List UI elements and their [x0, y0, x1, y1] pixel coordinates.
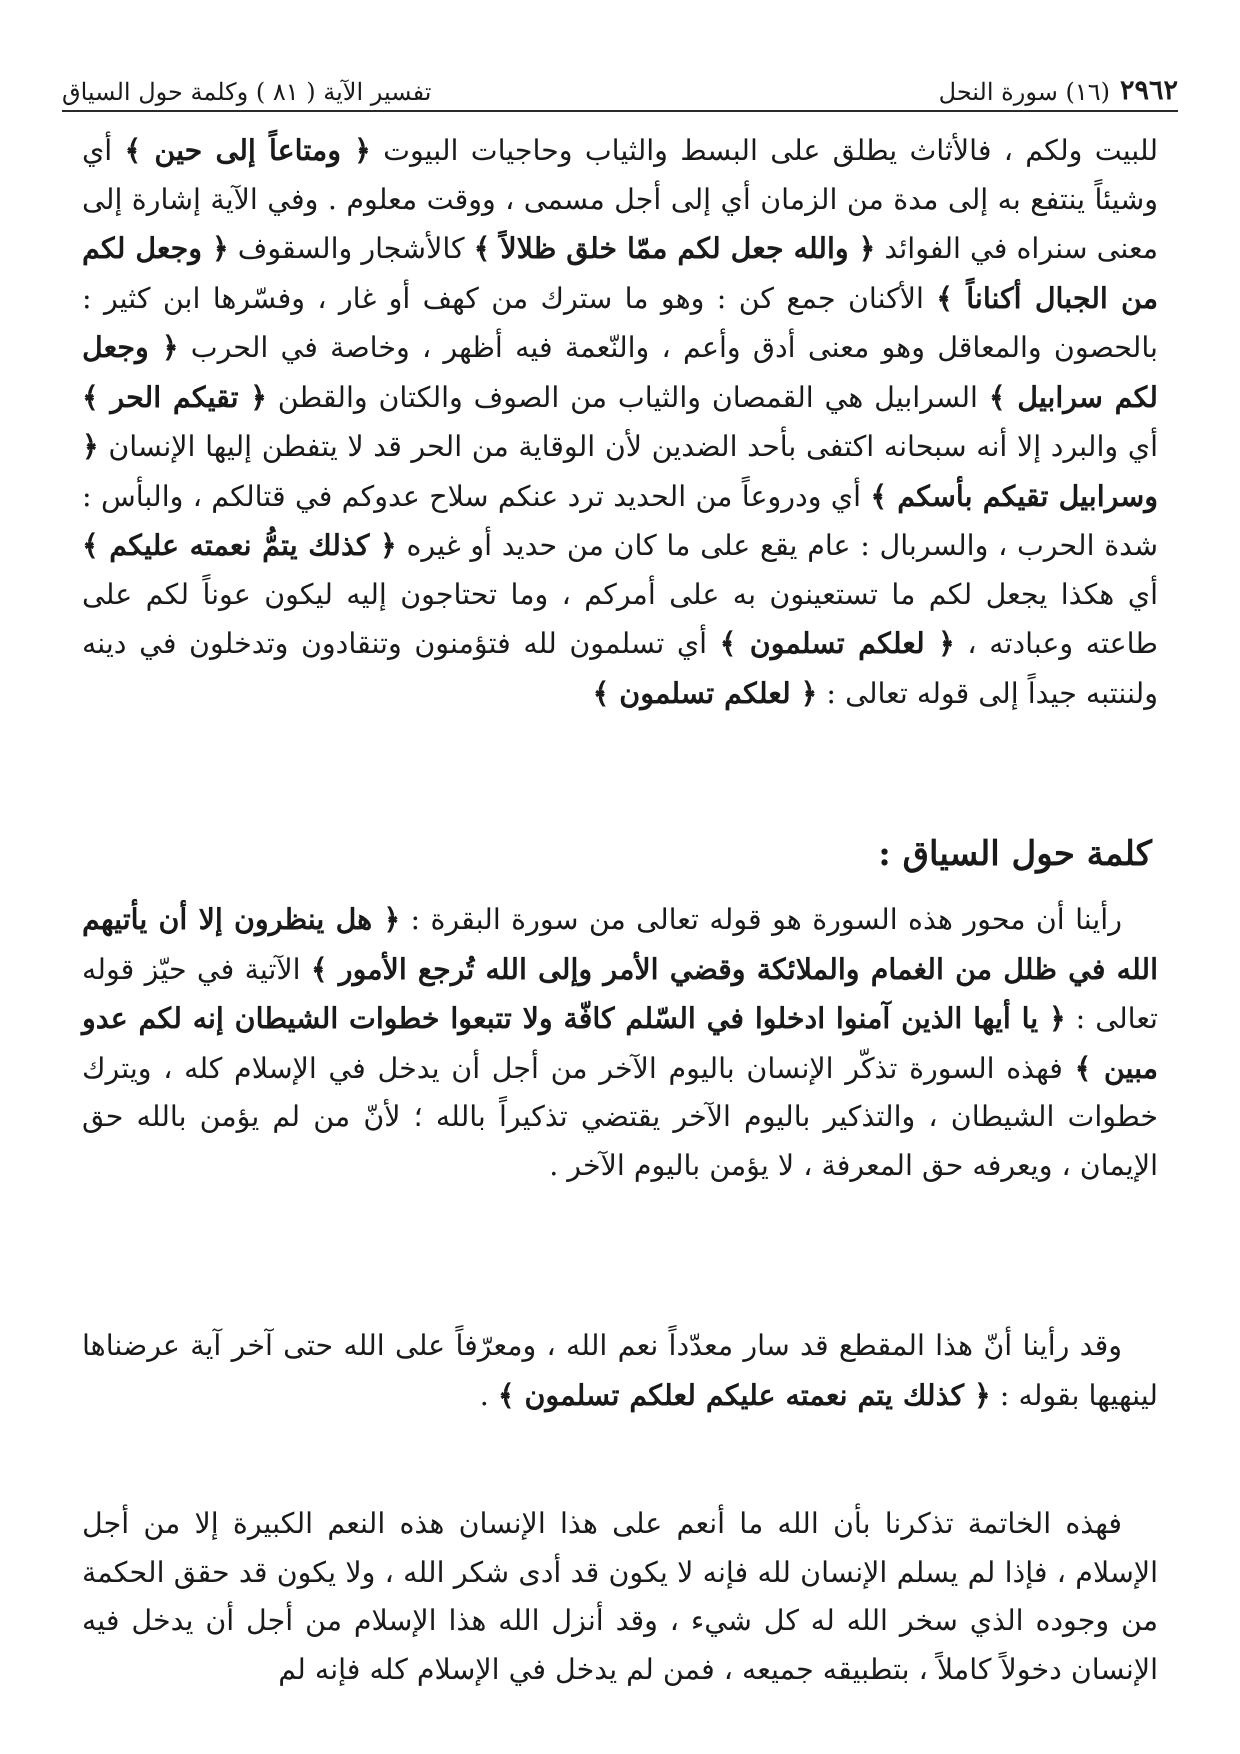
quran-verse: ﴿ تقيكم الحر ﴾	[82, 379, 267, 414]
running-header	[62, 66, 1178, 112]
commentary-text: السرابيل هي القمصان والثياب من الصوف والكتان والقطن	[266, 380, 989, 414]
paragraph-text	[82, 895, 1158, 1190]
commentary-text: أي تسلمون لله فتؤمنون وتنقادون وتدخلون في دينه ولننتبه جيداً إلى قوله تعالى :	[82, 627, 1158, 710]
commentary-text: .	[479, 1378, 498, 1412]
paragraph-text	[82, 1322, 1158, 1420]
header-right-group	[939, 75, 1178, 106]
quran-verse: ﴿ والله جعل لكم ممّا خلق ظلالاً ﴾	[473, 231, 876, 265]
quran-verse: ﴿ وسرابيل تقيكم بأسكم ﴾	[82, 429, 1158, 513]
commentary-text: أي ودروعاً من الحديد ترد عنكم سلاح عدوكم في قتالكم ، والبأس : شدة الحرب ، والسربال : عام يقع على ما كان من حديد أو غيره	[82, 479, 1158, 562]
quran-verse: ﴿ وجعل لكم من الجبال أكناناً ﴾	[82, 231, 1158, 315]
commentary-text: الآتية في حيّز قوله تعالى :	[82, 952, 1158, 1035]
paragraph-1	[82, 126, 1158, 718]
page-number: ٢٩٦٢	[1119, 75, 1178, 106]
quran-verse: ﴿ لعلكم تسلمون ﴾	[719, 626, 955, 660]
quran-verse: ﴿ كذلك يتمُّ نعمته عليكم ﴾	[82, 528, 397, 562]
surah-label: (١٦) سورة النحل	[938, 78, 1110, 106]
commentary-text: وقد رأينا أنّ هذا المقطع قد سار معدّداً نعم الله ، ومعرّفاً على الله حتى آخر آية عرضناها لينهيها بقوله :	[82, 1329, 1158, 1412]
commentary-text: أي والبرد إلا أنه سبحانه اكتفى بأحد الضدين لأن الوقاية من الحر قد لا يتفطن إليها الإنسان	[98, 430, 1158, 463]
paragraph-3	[82, 1322, 1158, 1420]
quran-verse: ﴿ وجعل لكم سرابيل ﴾	[82, 330, 1158, 414]
commentary-text: فهذه السورة تذكّر الإنسان باليوم الآخر من أجل أن يدخل في الإسلام كله ، ويترك خطوات الشيطان ، والتذكير باليوم الآخر يقتضي تذكيراً بالله ؛ لأنّ من لم يؤمن بالله حق الإيمان ، ويعرفه حق المعرفة ، لا يؤمن باليوم الآخر .	[82, 1051, 1158, 1182]
commentary-text: للبيت ولكم ، فالأثاث يطلق على البسط والثياب وحاجيات البيوت	[370, 134, 1159, 167]
commentary-text: أي وشيئاً ينتفع به إلى مدة من الزمان أي إلى أجل مسمى ، ووقت معلوم . وفي الآية إشارة إلى معنى سنراه في الفوائد	[82, 134, 1159, 265]
paragraph-4	[82, 1500, 1158, 1694]
header-title: تفسير الآية ( ٨١ ) وكلمة حول السياق	[62, 78, 432, 106]
quran-verse: ﴿ هل ينظرون إلا أن يأتيهم الله في ظلل من الغمام والملائكة وقضي الأمر وإلى الله تُرجع الأمور ﴾	[82, 902, 1158, 986]
commentary-text: فهذه الخاتمة تذكرنا بأن الله ما أنعم على هذا الإنسان هذه النعم الكبيرة إلا من أجل الإسلام ، فإذا لم يسلم الإنسان لله فإنه لا يكون قد أدى شكر الله ، ولا يكون قد حقق الحكمة من وجوده الذي سخر الله له كل شيء ، وقد أنزل الله هذا الإسلام من أجل أن يدخل فيه الإنسان دخولاً كاملاً ، بتطبيقه جميعه ، فمن لم يدخل في الإسلام كله فإنه لم	[82, 1507, 1158, 1686]
quran-verse: ﴿ ومتاعاً إلى حين ﴾	[124, 133, 371, 167]
section-heading: كلمة حول السياق :	[878, 834, 1152, 874]
quran-verse: ﴿ لعلكم تسلمون ﴾	[592, 675, 818, 710]
commentary-text: كالأشجار والسقوف	[228, 232, 474, 265]
paragraph-2	[82, 895, 1158, 1190]
commentary-text: الأكنان جمع كن : وهو ما سترك من كهف أو غار ، وفسّرها ابن كثير : بالحصون والمعاقل وهو معنى أدق وأعم ، والنّعمة فيه أظهر ، وخاصة في الحرب	[82, 281, 1158, 364]
commentary-text: أي هكذا يجعل لكم ما تستعينون به على أمركم ، وما تحتاجون إليه ليكون عوناً لكم على طاعته وعبادته ،	[82, 577, 1158, 660]
quran-verse: ﴿ يا أيها الذين آمنوا ادخلوا في السّلم كافّة ولا تتبعوا خطوات الشيطان إنه لكم عدو مبين ﴾	[82, 1001, 1158, 1085]
paragraph-text	[82, 1500, 1158, 1694]
paragraph-text	[82, 126, 1158, 718]
quran-verse: ﴿ كذلك يتم نعمته عليكم لعلكم تسلمون ﴾	[497, 1377, 991, 1412]
commentary-text: رأينا أن محور هذه السورة هو قوله تعالى من سورة البقرة :	[400, 903, 1122, 936]
